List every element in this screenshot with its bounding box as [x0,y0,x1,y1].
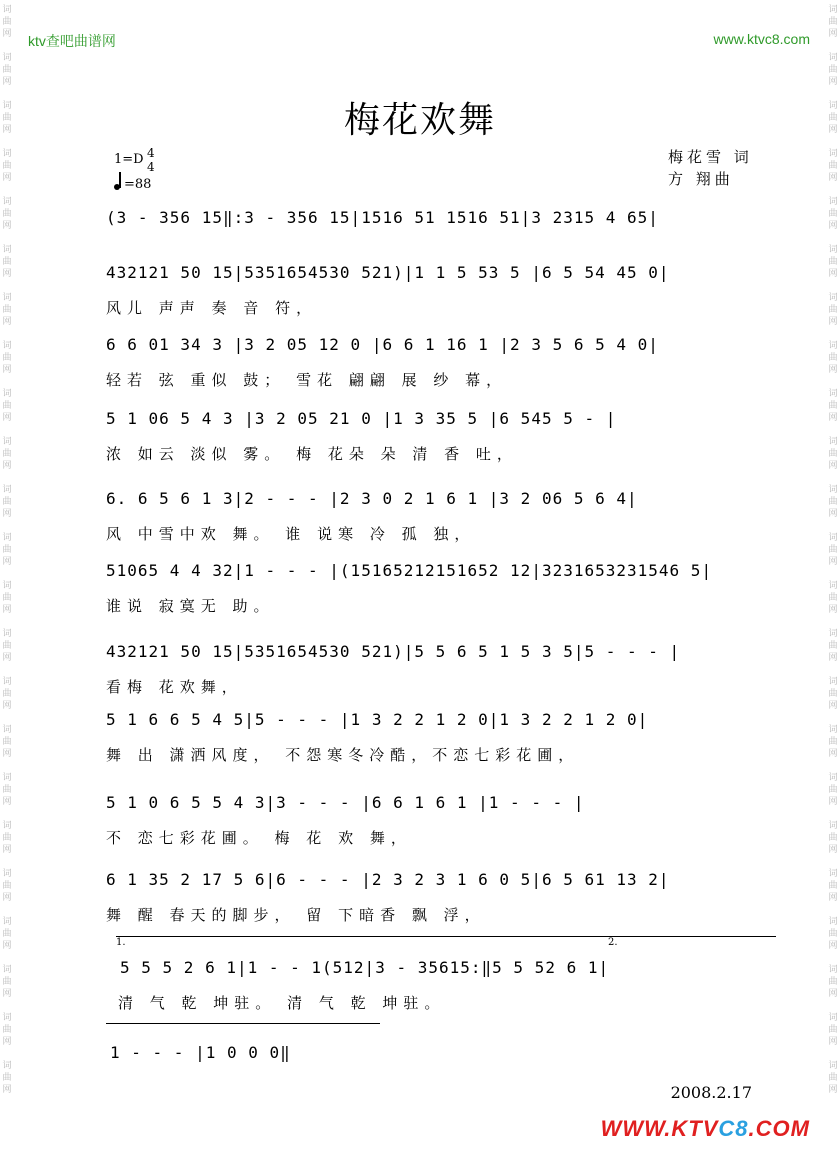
header-right-site[interactable]: www.ktvc8.com [713,31,810,47]
tempo-marking [114,172,151,192]
note-stem [119,172,121,188]
volta-bracket-line [116,936,776,937]
key-label: 1=D [114,152,144,167]
time-bottom: 4 [147,160,155,174]
notation-line: 432121 50 15|5351654530 521)|1 1 5 53 5 |6 5 54 45 0| [106,263,670,282]
composer: 方 翔曲 [668,170,734,188]
volta-second: 2. [608,937,618,948]
footer-logo-part-c: .COM [748,1116,810,1141]
volta-first: 1. [116,937,126,948]
watermark-text: 词 曲 网 词 曲 网 词 曲 网 词 曲 网 词 曲 网 词 曲 网 词 曲 网 词 曲 网 词 曲 网 词 曲 网 词 曲 网 词 曲 网 词 曲 网 词 曲 网 词 曲 网 词 曲 网 词 曲 网 词 曲 网 词 曲 网 词 曲 网 词 曲 网 词 曲 网 词 曲 网 [2,5,12,1095]
notation-line: 5 1 6 6 5 4 5|5 - - - |1 3 2 2 1 2 0|1 3 2 2 1 2 0| [106,710,649,729]
time-top: 4 [147,146,155,160]
notation-line: 5 1 0 6 5 5 4 3|3 - - - |6 6 1 6 1 |1 - - - | [106,793,585,812]
watermark-text: 词 曲 网 词 曲 网 词 曲 网 词 曲 网 词 曲 网 词 曲 网 词 曲 网 词 曲 网 词 曲 网 词 曲 网 词 曲 网 词 曲 网 词 曲 网 词 曲 网 词 曲 网 词 曲 网 词 曲 网 词 曲 网 词 曲 网 词 曲 网 词 曲 网 词 曲 网 词 曲 网 [828,5,838,1095]
notation-line: 1 - - - |1 0 0 0‖ [110,1043,291,1062]
key-signature [114,146,155,174]
notation-line: 5 5 5 2 6 1|1 - - 1(512|3 - 35615:‖5 5 52 6 1| [120,958,610,977]
lyric-line: 舞 醒 春天的脚步， 留 下暗香 飘 浮， [106,906,486,924]
lyric-line: 风儿 声声 奏 音 符， [106,299,318,317]
lyric-line: 不 恋七彩花圃。 梅 花 欢 舞， [106,829,412,847]
credits [668,146,753,190]
lyric-line: 浓 如云 淡似 雾。 梅 花朵 朵 清 香 吐， [106,445,518,463]
footer-logo-part-a: WWW.KTV [600,1116,719,1141]
lyric-line: 清 气 乾 坤驻。 清 气 乾 坤驻。 [118,994,446,1012]
notation-line: 6 1 35 2 17 5 6|6 - - - |2 3 2 3 1 6 0 5|6 5 61 13 2| [106,870,670,889]
lyric-line: 轻若 弦 重似 鼓； 雪花 翩翩 展 纱 幕， [106,371,508,389]
time-signature [147,146,155,174]
lyricist: 梅花雪 词 [668,148,753,166]
notation-line: 51065 4 4 32|1 - - - |(15165212151652 12|3231653231546 5| [106,561,713,580]
left-watermark-strip [0,0,14,1166]
song-title: 梅花欢舞 [343,100,496,141]
footer-logo[interactable] [601,1116,810,1142]
lyric-line: 风 中雪中欢 舞。 谁 说寒 冷 孤 独， [106,525,476,543]
notation-line: 5 1 06 5 4 3 |3 2 05 21 0 |1 3 35 5 |6 545 5 - | [106,409,617,428]
notation-line: (3 - 356 15‖:3 - 356 15|1516 51 1516 51|3 2315 4 65| [106,208,659,227]
date-stamp: 2008.2.17 [670,1083,752,1102]
tempo-value: =88 [124,177,152,192]
lyric-line: 谁说 寂寞无 助。 [106,597,275,615]
notation-line: 6. 6 5 6 1 3|2 - - - |2 3 0 2 1 6 1 |3 2 06 5 6 4| [106,489,638,508]
right-watermark-strip [826,0,840,1166]
coda-bracket-line [106,1023,380,1024]
footer-logo-part-b: C8 [718,1116,749,1141]
lyric-line: 看梅 花欢舞， [106,678,243,696]
lyric-line: 舞 出 潇洒风度， 不怨寒冬冷酷，不恋七彩花圃， [106,746,580,764]
notation-line: 6 6 01 34 3 |3 2 05 12 0 |6 6 1 16 1 |2 3 5 6 5 4 0| [106,335,659,354]
header-left-site[interactable]: ktv查吧曲谱网 [28,33,116,49]
notation-line: 432121 50 15|5351654530 521)|5 5 6 5 1 5 3 5|5 - - - | [106,642,681,661]
